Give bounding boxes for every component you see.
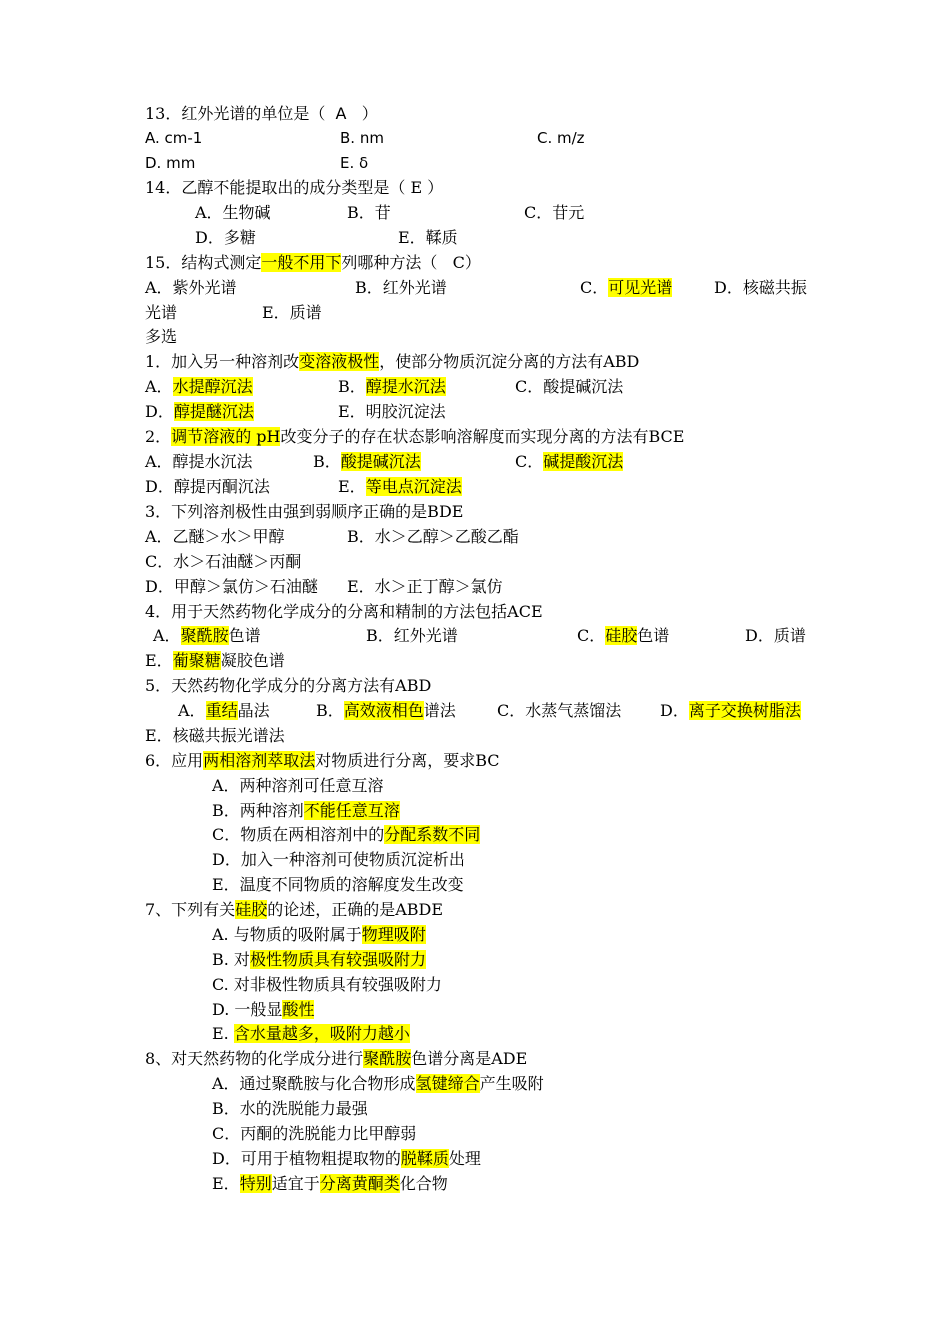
m8-stem-highlight: 聚酰胺	[363, 1049, 412, 1068]
m1-option-b-highlight: 醇提水沉法	[365, 377, 446, 396]
q14-option-a: A．生物碱	[195, 203, 271, 222]
m6-option-d: D．加入一种溶剂可使物质沉淀析出	[212, 850, 465, 869]
m2-stem	[145, 424, 684, 449]
m5-option-a-suffix: 晶法	[237, 701, 270, 720]
q14-stem	[145, 175, 443, 200]
m5-stem: 5．天然药物化学成分的分离方法有ABD	[145, 676, 432, 695]
q14-options-row2	[0, 225, 950, 250]
m6-option-b-highlight: 不能任意互溶	[303, 801, 400, 820]
m4-option-a-label: A．	[153, 626, 181, 645]
q15-answer: C）	[452, 253, 481, 272]
q14-option-d: D．多糖	[195, 228, 256, 247]
m2-option-e	[338, 474, 462, 499]
m8-option-c: C．丙酮的洗脱能力比甲醇弱	[212, 1124, 417, 1143]
m1-stem	[145, 349, 639, 374]
m7-stem-text: 7、下列有关	[145, 900, 236, 919]
m5-option-d-highlight: 离子交换树脂法	[688, 701, 801, 720]
m4-option-e-label: E．	[145, 651, 173, 670]
m4-option-c	[577, 623, 669, 648]
q13-options-row1	[0, 126, 950, 151]
m5-option-b-highlight: 高效液相色	[343, 701, 424, 720]
m4-option-b: B．红外光谱	[366, 626, 458, 645]
q15-stem-text-2: 列哪种方法（	[341, 253, 438, 272]
m7-option-b-text: B. 对	[212, 950, 250, 969]
m2-option-c-label: C．	[515, 452, 544, 471]
m3-option-e: E．水＞正丁醇＞氯仿	[347, 577, 503, 596]
m1-option-d-highlight: 醇提醚沉法	[173, 402, 254, 421]
m5-option-a	[178, 698, 270, 723]
m7-stem-text-2: 的论述，正确的是ABDE	[267, 900, 444, 919]
m8-option-a-suffix: 产生吸附	[479, 1074, 544, 1093]
m8-option-e	[212, 1171, 448, 1196]
m1-stem-highlight: 变溶液极性	[299, 352, 380, 371]
m4-options-row1	[0, 623, 950, 648]
m6-stem-text: 6．应用	[145, 751, 204, 770]
m1-option-b-label: B．	[338, 377, 366, 396]
section-heading-multi: 多选	[145, 327, 178, 346]
m7-option-b	[212, 947, 426, 972]
m8-option-e-highlight-2: 分离黄酮类	[319, 1174, 400, 1193]
m7-stem	[145, 897, 443, 922]
m8-option-e-suffix: 化合物	[399, 1174, 448, 1193]
q13-option-e: E. δ	[340, 154, 369, 172]
m4-option-a-suffix: 色谱	[228, 626, 261, 645]
m3-option-b: B．水＞乙醇＞乙酸乙酯	[347, 527, 519, 546]
m8-option-e-text: 适宜于	[271, 1174, 320, 1193]
m5-option-b	[316, 698, 456, 723]
m5-option-b-suffix: 谱法	[423, 701, 456, 720]
m6-option-c-highlight: 分配系数不同	[384, 825, 481, 844]
m3-option-a: A．乙醚＞水＞甲醇	[145, 527, 285, 546]
m8-stem-text: 8、对天然药物的化学成分进行	[145, 1049, 364, 1068]
m5-option-e: E．核磁共振光谱法	[145, 726, 285, 745]
m5-option-c: C．水蒸气蒸馏法	[497, 701, 622, 720]
m1-stem-text-2: ，使部分物质沉淀分离的方法有ABD	[379, 352, 640, 371]
q14-options-row1	[0, 200, 950, 225]
q15-option-e: E．质谱	[262, 303, 322, 322]
m2-option-b-highlight: 酸提碱沉法	[340, 452, 421, 471]
q13-stem-close: ）	[361, 104, 378, 123]
m5-option-b-label: B．	[316, 701, 344, 720]
m8-option-d-highlight: 脱鞣质	[400, 1149, 449, 1168]
m2-option-e-label: E．	[338, 477, 366, 496]
m7-option-e-text: E.	[212, 1024, 234, 1043]
m2-option-c-highlight: 碱提酸沉法	[543, 452, 624, 471]
m8-option-b: B．水的洗脱能力最强	[212, 1099, 368, 1118]
m7-option-d-highlight: 酸性	[282, 1000, 315, 1019]
m4-option-c-highlight: 硅胶	[605, 626, 638, 645]
q13-option-a: A. cm-1	[145, 129, 203, 147]
m2-stem-label: 2．	[145, 427, 172, 446]
m1-option-d	[145, 399, 254, 424]
m6-stem-highlight: 两相溶剂萃取法	[203, 751, 316, 770]
m1-option-c: C．酸提碱沉法	[515, 377, 624, 396]
q13-option-c: C. m/z	[537, 129, 585, 147]
m4-option-d: D．质谱	[745, 626, 806, 645]
m7-option-e-highlight: 含水量越多，吸附力越小	[233, 1024, 410, 1043]
m7-option-a-text: A. 与物质的吸附属于	[212, 925, 362, 944]
q15-option-b: B．红外光谱	[355, 278, 447, 297]
m2-options-row1	[0, 449, 950, 474]
m3-option-c: C．水＞石油醚＞丙酮	[145, 552, 302, 571]
m6-option-e: E．温度不同物质的溶解度发生改变	[212, 875, 464, 894]
m2-stem-text: 改变分子的存在状态影响溶解度而实现分离的方法有BCE	[280, 427, 685, 446]
m4-option-c-suffix: 色谱	[637, 626, 670, 645]
m1-options-row1	[0, 374, 950, 399]
q15-option-d-continued: 光谱	[145, 303, 178, 322]
m8-option-d	[212, 1146, 481, 1171]
m5-option-d	[660, 698, 801, 723]
m8-option-a-text: A．通过聚酰胺与化合物形成	[212, 1074, 416, 1093]
m8-stem	[145, 1046, 527, 1071]
m7-stem-highlight: 硅胶	[235, 900, 268, 919]
q14-stem-close: ）	[427, 178, 444, 197]
m2-option-e-highlight: 等电点沉淀法	[365, 477, 462, 496]
m7-option-a	[212, 922, 426, 947]
m6-stem	[145, 748, 500, 773]
m1-option-a-label: A．	[145, 377, 173, 396]
m3-options-row1	[0, 524, 950, 549]
m7-option-d	[212, 997, 314, 1022]
q15-stem	[145, 250, 481, 275]
m4-option-e-highlight: 葡聚糖	[172, 651, 221, 670]
m4-option-a-highlight: 聚酰胺	[180, 626, 229, 645]
q14-option-b: B．苷	[347, 203, 391, 222]
m8-option-e-highlight: 特别	[239, 1174, 272, 1193]
m3-stem: 3．下列溶剂极性由强到弱顺序正确的是BDE	[145, 502, 464, 521]
q15-option-c-highlight: 可见光谱	[608, 278, 673, 297]
q13-options-row2	[0, 151, 950, 176]
m2-option-d: D．醇提丙酮沉法	[145, 477, 270, 496]
m7-option-c: C. 对非极性物质具有较强吸附力	[212, 975, 442, 994]
m2-stem-highlight: 调节溶液的 pH	[171, 427, 281, 446]
m2-option-c	[515, 449, 623, 474]
m2-option-b-label: B．	[313, 452, 341, 471]
m1-option-b	[338, 374, 446, 399]
q14-stem-text: 14．乙醇不能提取出的成分类型是（	[145, 178, 406, 197]
m7-option-a-highlight: 物理吸附	[361, 925, 426, 944]
m1-option-a	[145, 374, 253, 399]
q15-options-row1	[0, 275, 950, 300]
m3-options-row3	[0, 574, 950, 599]
q13-stem	[145, 101, 378, 126]
m2-option-a: A．醇提水沉法	[145, 452, 253, 471]
m4-option-c-label: C．	[577, 626, 606, 645]
m3-option-d: D．甲醇＞氯仿＞石油醚	[145, 577, 318, 596]
m7-option-e	[212, 1021, 410, 1046]
m6-option-b	[212, 798, 400, 823]
m6-option-c	[212, 822, 480, 847]
m8-option-a	[212, 1071, 544, 1096]
q13-option-d: D. mm	[145, 154, 196, 172]
m7-option-b-highlight: 极性物质具有较强吸附力	[249, 950, 426, 969]
q13-option-b: B. nm	[340, 129, 384, 147]
q15-stem-text: 15．结构式测定	[145, 253, 262, 272]
m8-option-d-text: D．可用于植物粗提取物的	[212, 1149, 401, 1168]
m6-stem-text-2: 对物质进行分离，要求BC	[315, 751, 500, 770]
q15-option-c	[580, 275, 672, 300]
q15-option-a: A．紫外光谱	[145, 278, 237, 297]
m5-options-row1	[0, 698, 950, 723]
m6-option-c-text: C．物质在两相溶剂中的	[212, 825, 385, 844]
q15-options-row2	[0, 300, 950, 325]
q13-answer: A	[335, 104, 347, 123]
m1-option-e: E．明胶沉淀法	[338, 402, 446, 421]
q13-stem-text: 13．红外光谱的单位是（	[145, 104, 326, 123]
m4-option-a	[153, 623, 261, 648]
m4-stem: 4．用于天然药物化学成分的分离和精制的方法包括ACE	[145, 602, 543, 621]
m1-options-row2	[0, 399, 950, 424]
m1-stem-text: 1．加入另一种溶剂改	[145, 352, 300, 371]
m6-option-a: A．两种溶剂可任意互溶	[212, 776, 384, 795]
m4-option-e	[145, 648, 285, 673]
q14-answer: E	[410, 178, 423, 197]
m5-option-a-highlight: 重结	[205, 701, 238, 720]
m5-option-a-label: A．	[178, 701, 206, 720]
q15-option-c-label: C．	[580, 278, 609, 297]
m8-option-a-highlight: 氢键缔合	[415, 1074, 480, 1093]
m2-options-row2	[0, 474, 950, 499]
m8-option-d-suffix: 处理	[448, 1149, 481, 1168]
q15-option-d: D．核磁共振	[714, 278, 807, 297]
m1-option-a-highlight: 水提醇沉法	[172, 377, 253, 396]
q15-stem-highlight: 一般不用下	[261, 253, 342, 272]
m6-option-b-text: B．两种溶剂	[212, 801, 304, 820]
m8-stem-text-2: 色谱分离是ADE	[411, 1049, 528, 1068]
m4-option-e-suffix: 凝胶色谱	[220, 651, 285, 670]
m5-option-d-label: D．	[660, 701, 689, 720]
m1-option-d-label: D．	[145, 402, 174, 421]
q14-option-c: C．苷元	[524, 203, 585, 222]
m2-option-b	[313, 449, 421, 474]
m8-option-e-label: E．	[212, 1174, 240, 1193]
q14-option-e: E．鞣质	[398, 228, 458, 247]
m7-option-d-text: D. 一般显	[212, 1000, 283, 1019]
